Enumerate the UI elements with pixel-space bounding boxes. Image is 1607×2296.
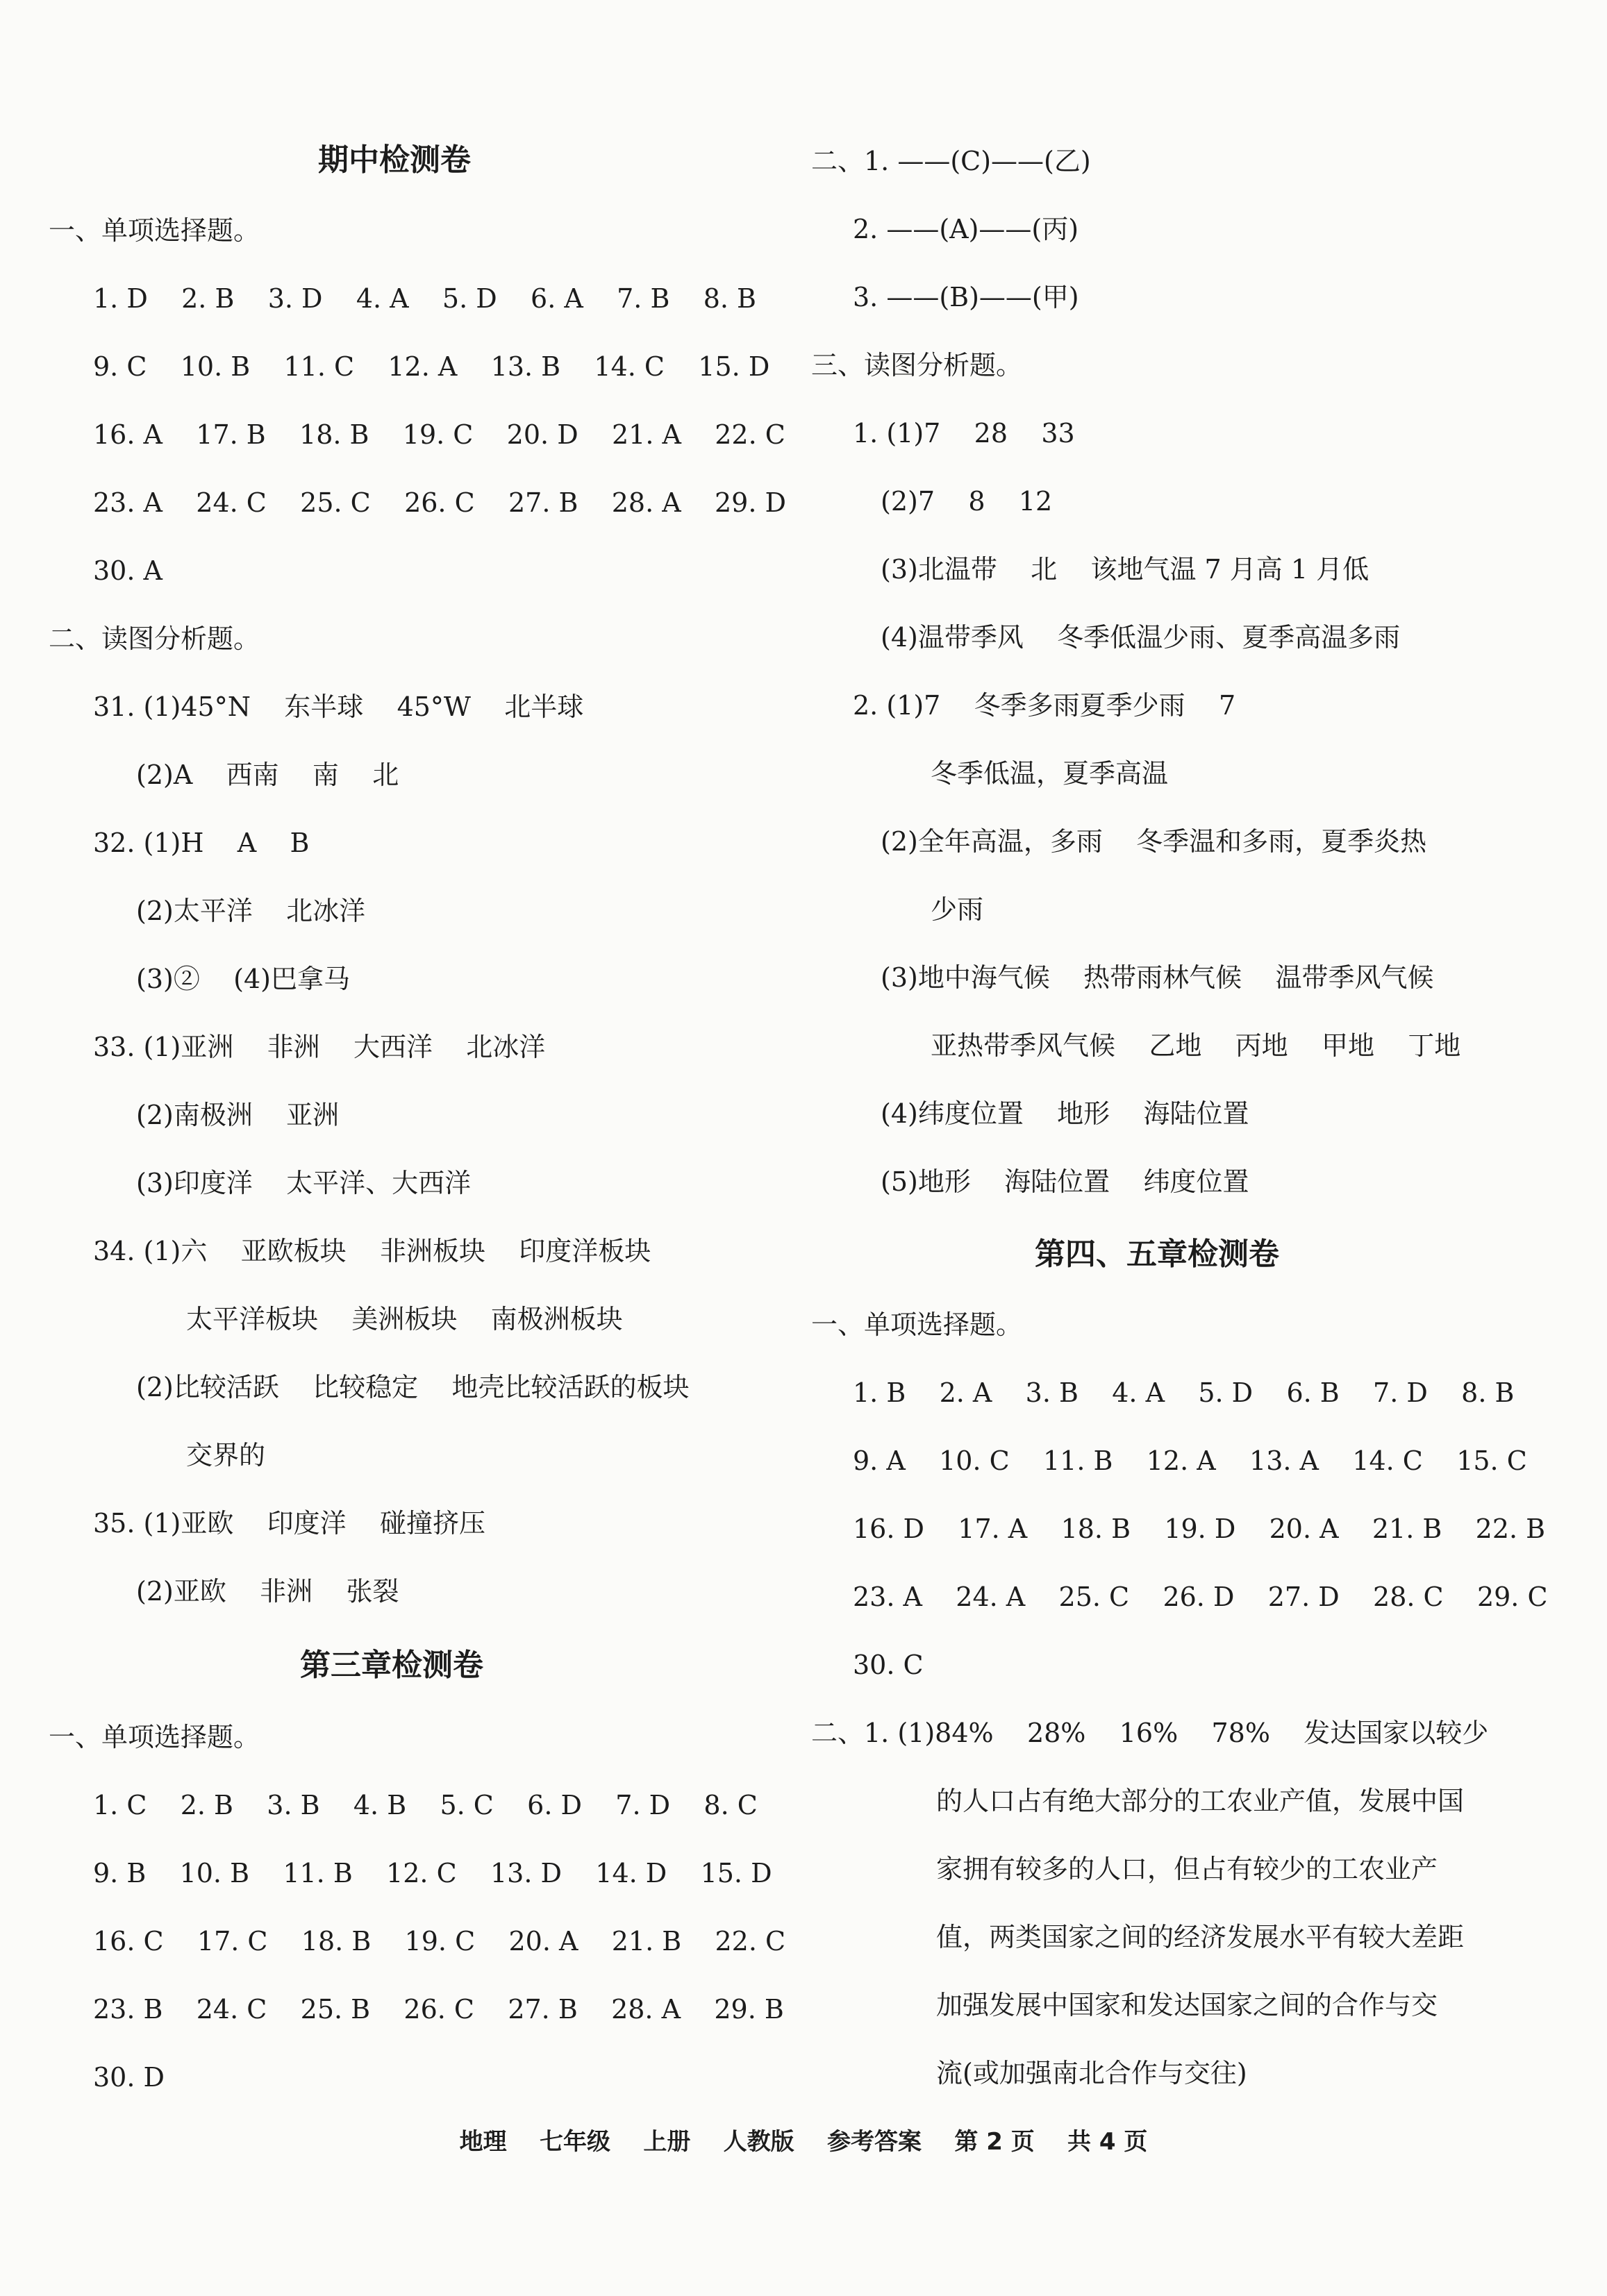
answer-line: 二、1. (1)84% 28% 16% 78% 发达国家以较少 — [811, 1718, 1489, 1748]
answer-line: (3)② (4)巴拿马 — [136, 964, 350, 994]
midterm-section2-heading: 二、读图分析题。 — [49, 623, 260, 654]
answer-line: (3)北温带 北 该地气温 7 月高 1 月低 — [881, 554, 1369, 585]
answer-line: (2)7 8 12 — [881, 486, 1053, 517]
answer-line: 太平洋板块 美洲板块 南极洲板块 — [186, 1304, 623, 1334]
answer-line: (2)南极洲 亚洲 — [136, 1100, 340, 1130]
answer-line: (2)太平洋 北冰洋 — [136, 896, 366, 926]
midterm-section1-heading: 一、单项选择题。 — [49, 215, 260, 246]
chapter45-section1-heading: 一、单项选择题。 — [811, 1309, 1023, 1340]
chapter3-mc-row: 16. C 17. C 18. B 19. C 20. A 21. B 22. C — [93, 1926, 786, 1956]
chapter45-mc-row: 30. C — [853, 1650, 924, 1680]
midterm-mc-row: 23. A 24. C 25. C 26. C 27. B 28. A 29. D — [93, 487, 786, 518]
answer-line: 35. (1)亚欧 印度洋 碰撞挤压 — [93, 1508, 485, 1539]
answer-line: (2)A 西南 南 北 — [136, 760, 399, 790]
answer-line: (2)比较活跃 比较稳定 地壳比较活跃的板块 — [136, 1372, 690, 1402]
answer-line: 的人口占有绝大部分的工农业产值，发展中国 — [936, 1786, 1465, 1816]
page-footer: 地理 七年级 上册 人教版 参考答案 第 2 页 共 4 页 — [459, 2128, 1148, 2156]
midterm-mc-row: 30. A — [93, 555, 163, 586]
answer-line: 2. (1)7 冬季多雨夏季少雨 7 — [853, 690, 1236, 721]
chapter3-mc-row: 1. C 2. B 3. B 4. B 5. C 6. D 7. D 8. C — [93, 1790, 758, 1820]
answer-line: 1. (1)7 28 33 — [853, 418, 1075, 449]
answer-line: (3)印度洋 太平洋、大西洋 — [136, 1168, 472, 1198]
answer-line: 二、1. ——(C)——(乙) — [811, 146, 1091, 176]
answer-line: 2. ——(A)——(丙) — [853, 214, 1079, 244]
chapter45-mc-row: 1. B 2. A 3. B 4. A 5. D 6. B 7. D 8. B — [853, 1377, 1515, 1408]
answer-line: 交界的 — [186, 1440, 266, 1470]
midterm-mc-row: 16. A 17. B 18. B 19. C 20. D 21. A 22. C — [93, 419, 785, 450]
answer-line: 三、读图分析题。 — [811, 350, 1023, 380]
answer-line: (4)纬度位置 地形 海陆位置 — [881, 1098, 1249, 1129]
answer-line: 34. (1)六 亚欧板块 非洲板块 印度洋板块 — [93, 1236, 651, 1266]
chapter3-mc-row: 9. B 10. B 11. B 12. C 13. D 14. D 15. D — [93, 1858, 772, 1888]
chapter45-mc-row: 9. A 10. C 11. B 12. A 13. A 14. C 15. C — [853, 1446, 1527, 1476]
chapter3-section1-heading: 一、单项选择题。 — [49, 1722, 260, 1752]
answer-line: 家拥有较多的人口，但占有较少的工农业产 — [936, 1854, 1438, 1884]
answer-line: (4)温带季风 冬季低温少雨、夏季高温多雨 — [881, 622, 1401, 653]
chapter45-mc-row: 23. A 24. A 25. C 26. D 27. D 28. C 29. C — [853, 1582, 1548, 1612]
midterm-title: 期中检测卷 — [318, 142, 471, 178]
answer-line: 33. (1)亚洲 非洲 大西洋 北冰洋 — [93, 1032, 546, 1062]
answer-line: 31. (1)45°N 东半球 45°W 北半球 — [93, 692, 584, 722]
chapter45-mc-row: 16. D 17. A 18. B 19. D 20. A 21. B 22. B — [853, 1514, 1546, 1544]
midterm-mc-row: 1. D 2. B 3. D 4. A 5. D 6. A 7. B 8. B — [93, 283, 756, 314]
chapter3-title: 第三章检测卷 — [300, 1648, 483, 1683]
chapter3-mc-row: 23. B 24. C 25. B 26. C 27. B 28. A 29. B — [93, 1994, 784, 2025]
answer-line: 亚热带季风气候 乙地 丙地 甲地 丁地 — [931, 1030, 1461, 1061]
chapter3-mc-row: 30. D — [93, 2062, 165, 2093]
chapter45-title: 第四、五章检测卷 — [1035, 1237, 1279, 1272]
answer-line: 32. (1)H A B — [93, 828, 310, 858]
answer-line: 值，两类国家之间的经济发展水平有较大差距 — [936, 1922, 1465, 1952]
answer-line: (2)亚欧 非洲 张裂 — [136, 1576, 399, 1607]
answer-line: 加强发展中国家和发达国家之间的合作与交 — [936, 1990, 1438, 2020]
answer-line: (2)全年高温，多雨 冬季温和多雨，夏季炎热 — [881, 826, 1427, 857]
answer-line: 3. ——(B)——(甲) — [853, 282, 1079, 312]
answer-line: 流(或加强南北合作与交往) — [936, 2058, 1247, 2088]
answer-line: 冬季低温，夏季高温 — [931, 758, 1169, 789]
answer-line: 少雨 — [931, 894, 984, 925]
answer-line: (5)地形 海陆位置 纬度位置 — [881, 1166, 1249, 1197]
midterm-mc-row: 9. C 10. B 11. C 12. A 13. B 14. C 15. D — [93, 351, 770, 382]
answer-line: (3)地中海气候 热带雨林气候 温带季风气候 — [881, 962, 1434, 993]
